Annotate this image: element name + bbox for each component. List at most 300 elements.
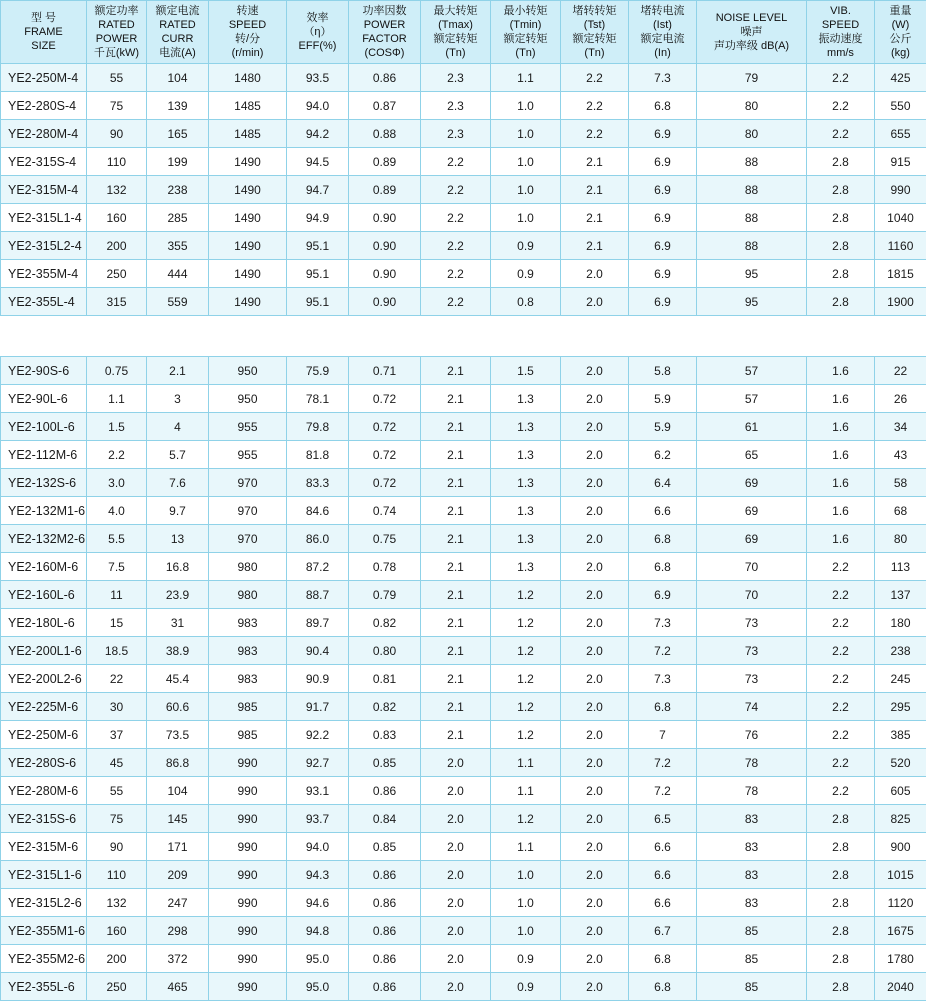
cell-eff: 94.9 [287,204,349,232]
column-header-line: (COSΦ) [350,46,419,60]
cell-ist: 6.7 [629,917,697,945]
cell-power: 200 [87,945,147,973]
cell-tmin: 0.9 [491,260,561,288]
cell-power: 7.5 [87,553,147,581]
table-row [1,973,926,1001]
cell-tst: 2.0 [561,553,629,581]
cell-current: 209 [147,861,209,889]
cell-weight: 180 [875,609,926,637]
cell-vib: 2.2 [807,609,875,637]
cell-vib: 2.2 [807,721,875,749]
cell-eff: 94.0 [287,92,349,120]
cell-model: YE2-132M2-6 [1,525,87,553]
cell-tmin: 1.0 [491,917,561,945]
cell-pf: 0.80 [349,637,421,665]
cell-pf: 0.85 [349,749,421,777]
cell-power: 5.5 [87,525,147,553]
cell-current: 16.8 [147,553,209,581]
cell-eff: 86.0 [287,525,349,553]
cell-vib: 2.8 [807,204,875,232]
cell-ist: 6.8 [629,945,697,973]
cell-noise: 85 [697,917,807,945]
cell-noise: 85 [697,973,807,1001]
cell-eff: 93.1 [287,777,349,805]
cell-tmax: 2.3 [421,120,491,148]
cell-model: YE2-160M-6 [1,553,87,581]
cell-noise: 76 [697,721,807,749]
cell-tst: 2.0 [561,385,629,413]
cell-ist: 6.6 [629,889,697,917]
cell-speed: 1485 [209,92,287,120]
table-row [1,176,926,204]
cell-model: YE2-315L2-6 [1,889,87,917]
cell-tst: 2.1 [561,204,629,232]
table-row [1,260,926,288]
cell-tst: 2.2 [561,92,629,120]
cell-current: 285 [147,204,209,232]
cell-pf: 0.86 [349,861,421,889]
cell-pf: 0.88 [349,120,421,148]
cell-eff: 95.0 [287,973,349,1001]
cell-current: 247 [147,889,209,917]
cell-vib: 2.2 [807,693,875,721]
cell-weight: 550 [875,92,926,120]
cell-power: 0.75 [87,357,147,385]
cell-eff: 84.6 [287,497,349,525]
cell-power: 110 [87,148,147,176]
cell-weight: 1160 [875,232,926,260]
cell-weight: 605 [875,777,926,805]
cell-model: YE2-355L-4 [1,288,87,316]
cell-tst: 2.0 [561,973,629,1001]
table-row [1,288,926,316]
cell-speed: 983 [209,609,287,637]
cell-model: YE2-280M-6 [1,777,87,805]
cell-noise: 78 [697,777,807,805]
cell-current: 355 [147,232,209,260]
cell-weight: 1780 [875,945,926,973]
cell-tmax: 2.2 [421,148,491,176]
cell-tst: 2.0 [561,805,629,833]
column-header-current [147,1,209,64]
cell-noise: 80 [697,92,807,120]
column-header-vib [807,1,875,64]
cell-speed: 1490 [209,204,287,232]
table-row [1,749,926,777]
cell-pf: 0.78 [349,553,421,581]
table-row [1,721,926,749]
cell-tst: 2.0 [561,833,629,861]
cell-model: YE2-132S-6 [1,469,87,497]
table-row [1,148,926,176]
cell-tst: 2.0 [561,441,629,469]
table-row [1,441,926,469]
cell-noise: 88 [697,148,807,176]
cell-eff: 89.7 [287,609,349,637]
column-header-line: NOISE LEVEL [698,11,805,25]
column-header-line: 额定转矩 [492,32,559,46]
cell-ist: 6.9 [629,232,697,260]
cell-ist: 5.9 [629,413,697,441]
cell-model: YE2-315M-6 [1,833,87,861]
cell-weight: 1040 [875,204,926,232]
cell-tst: 2.0 [561,861,629,889]
cell-power: 75 [87,805,147,833]
cell-pf: 0.72 [349,385,421,413]
cell-speed: 990 [209,805,287,833]
cell-noise: 88 [697,232,807,260]
cell-power: 37 [87,721,147,749]
cell-pf: 0.89 [349,148,421,176]
cell-tmin: 1.3 [491,469,561,497]
cell-vib: 1.6 [807,413,875,441]
cell-pf: 0.86 [349,777,421,805]
column-header-line: CURR [148,32,207,46]
cell-eff: 90.4 [287,637,349,665]
cell-model: YE2-250M-4 [1,64,87,92]
cell-ist: 6.8 [629,693,697,721]
column-header-line: 功率因数 [350,4,419,18]
cell-tmin: 0.9 [491,973,561,1001]
table-row [1,805,926,833]
cell-tmax: 2.1 [421,693,491,721]
column-header-line: (Tmax) [422,18,489,32]
cell-pf: 0.87 [349,92,421,120]
cell-speed: 983 [209,637,287,665]
column-header-line: 额定功率 [88,4,145,18]
cell-pf: 0.72 [349,441,421,469]
column-header-line: 电流(A) [148,46,207,60]
column-header-line: 重量 [876,4,925,18]
table-row [1,525,926,553]
cell-tmin: 1.2 [491,665,561,693]
cell-power: 11 [87,581,147,609]
cell-weight: 2040 [875,973,926,1001]
cell-tmax: 2.2 [421,204,491,232]
cell-speed: 1490 [209,232,287,260]
cell-tst: 2.0 [561,917,629,945]
cell-vib: 1.6 [807,441,875,469]
cell-tmax: 2.0 [421,777,491,805]
table-row [1,232,926,260]
column-header-line: 最大转矩 [422,4,489,18]
cell-power: 22 [87,665,147,693]
cell-eff: 94.3 [287,861,349,889]
cell-power: 160 [87,917,147,945]
column-header-line: (Tn) [492,46,559,60]
column-header-line: 额定电流 [148,4,207,18]
cell-model: YE2-225M-6 [1,693,87,721]
cell-speed: 985 [209,693,287,721]
column-header-line: 声功率级 dB(A) [698,39,805,53]
cell-noise: 70 [697,553,807,581]
cell-weight: 1900 [875,288,926,316]
cell-tst: 2.0 [561,357,629,385]
cell-noise: 83 [697,889,807,917]
column-header-line: RATED [148,18,207,32]
cell-current: 86.8 [147,749,209,777]
cell-tst: 2.0 [561,721,629,749]
table-row [1,357,926,385]
cell-model: YE2-315S-4 [1,148,87,176]
cell-ist: 6.9 [629,120,697,148]
cell-tmin: 1.3 [491,497,561,525]
cell-noise: 95 [697,260,807,288]
table-header [1,1,926,64]
cell-weight: 68 [875,497,926,525]
cell-current: 171 [147,833,209,861]
cell-model: YE2-315L1-6 [1,861,87,889]
cell-tmax: 2.1 [421,385,491,413]
cell-speed: 1490 [209,148,287,176]
cell-eff: 95.1 [287,288,349,316]
cell-current: 13 [147,525,209,553]
cell-vib: 2.8 [807,917,875,945]
cell-vib: 2.2 [807,581,875,609]
table-row [1,637,926,665]
column-header-line: RATED [88,18,145,32]
cell-tmin: 1.2 [491,637,561,665]
cell-tmin: 1.1 [491,64,561,92]
column-header-line: 额定转矩 [422,32,489,46]
cell-eff: 75.9 [287,357,349,385]
cell-speed: 950 [209,357,287,385]
cell-power: 3.0 [87,469,147,497]
cell-ist: 7.2 [629,637,697,665]
cell-eff: 88.7 [287,581,349,609]
cell-noise: 57 [697,385,807,413]
cell-weight: 1015 [875,861,926,889]
cell-pf: 0.83 [349,721,421,749]
cell-power: 110 [87,861,147,889]
cell-tmin: 1.3 [491,553,561,581]
cell-model: YE2-180L-6 [1,609,87,637]
table-row [1,385,926,413]
cell-current: 45.4 [147,665,209,693]
cell-pf: 0.90 [349,288,421,316]
cell-noise: 88 [697,204,807,232]
cell-tmin: 1.0 [491,92,561,120]
cell-tmin: 1.2 [491,581,561,609]
cell-speed: 980 [209,581,287,609]
column-header-line: 额定电流 [630,32,695,46]
column-header-line: 千瓦(kW) [88,46,145,60]
cell-tmax: 2.0 [421,833,491,861]
cell-tmin: 1.0 [491,861,561,889]
cell-noise: 95 [697,288,807,316]
cell-current: 145 [147,805,209,833]
column-header-line: (kg) [876,46,925,60]
cell-model: YE2-280S-6 [1,749,87,777]
cell-weight: 655 [875,120,926,148]
cell-pf: 0.72 [349,413,421,441]
column-header-line: 振动速度 [808,32,873,46]
column-header-tst [561,1,629,64]
cell-vib: 2.8 [807,260,875,288]
cell-ist: 6.9 [629,260,697,288]
column-header-line: FACTOR [350,32,419,46]
table-body-4-pole [1,64,926,316]
cell-pf: 0.84 [349,805,421,833]
column-header-line: (W) [876,18,925,32]
cell-vib: 1.6 [807,385,875,413]
cell-tmax: 2.0 [421,749,491,777]
spec-table-4-pole [0,0,926,316]
cell-tmax: 2.2 [421,176,491,204]
cell-model: YE2-250M-6 [1,721,87,749]
cell-model: YE2-355L-6 [1,973,87,1001]
cell-tmin: 1.0 [491,148,561,176]
cell-tmax: 2.1 [421,721,491,749]
cell-speed: 990 [209,917,287,945]
cell-model: YE2-90L-6 [1,385,87,413]
cell-speed: 983 [209,665,287,693]
column-header-line: (In) [630,46,695,60]
cell-tmin: 1.2 [491,721,561,749]
cell-current: 31 [147,609,209,637]
cell-speed: 990 [209,889,287,917]
cell-vib: 2.2 [807,92,875,120]
cell-power: 18.5 [87,637,147,665]
cell-ist: 6.8 [629,973,697,1001]
cell-power: 2.2 [87,441,147,469]
cell-noise: 83 [697,833,807,861]
cell-weight: 915 [875,148,926,176]
cell-noise: 85 [697,945,807,973]
cell-pf: 0.90 [349,204,421,232]
cell-ist: 6.9 [629,581,697,609]
cell-tmax: 2.1 [421,469,491,497]
cell-tst: 2.0 [561,665,629,693]
column-header-line: FRAME [2,25,85,39]
cell-pf: 0.89 [349,176,421,204]
cell-weight: 22 [875,357,926,385]
cell-power: 90 [87,120,147,148]
cell-noise: 78 [697,749,807,777]
column-header-line: VIB. [808,4,873,18]
cell-power: 90 [87,833,147,861]
cell-tst: 2.1 [561,148,629,176]
table-row [1,777,926,805]
cell-tst: 2.0 [561,693,629,721]
cell-tmin: 0.9 [491,945,561,973]
cell-pf: 0.86 [349,917,421,945]
cell-pf: 0.86 [349,889,421,917]
cell-model: YE2-280M-4 [1,120,87,148]
cell-speed: 955 [209,441,287,469]
cell-tmax: 2.2 [421,232,491,260]
cell-model: YE2-200L2-6 [1,665,87,693]
cell-ist: 6.8 [629,92,697,120]
cell-tmax: 2.1 [421,553,491,581]
cell-current: 73.5 [147,721,209,749]
cell-model: YE2-112M-6 [1,441,87,469]
column-header-line: (Ist) [630,18,695,32]
cell-weight: 43 [875,441,926,469]
cell-noise: 83 [697,805,807,833]
cell-ist: 6.9 [629,204,697,232]
cell-tmax: 2.1 [421,497,491,525]
table-gap-divider [0,316,926,356]
cell-tmin: 1.3 [491,525,561,553]
cell-tmax: 2.1 [421,357,491,385]
table-row [1,204,926,232]
cell-vib: 2.2 [807,553,875,581]
column-header-line: POWER [88,32,145,46]
column-header-line: (Tn) [422,46,489,60]
cell-weight: 238 [875,637,926,665]
cell-tmin: 1.2 [491,805,561,833]
cell-current: 38.9 [147,637,209,665]
cell-eff: 94.6 [287,889,349,917]
cell-speed: 990 [209,749,287,777]
cell-ist: 6.6 [629,861,697,889]
cell-weight: 1120 [875,889,926,917]
cell-eff: 79.8 [287,413,349,441]
column-header-line: (Tmin) [492,18,559,32]
cell-power: 75 [87,92,147,120]
cell-current: 165 [147,120,209,148]
cell-noise: 70 [697,581,807,609]
cell-speed: 990 [209,861,287,889]
table-body-6-pole [1,357,926,1001]
cell-speed: 1490 [209,260,287,288]
table-row [1,861,926,889]
cell-speed: 970 [209,469,287,497]
column-header-line: SIZE [2,39,85,53]
table-row [1,581,926,609]
cell-pf: 0.79 [349,581,421,609]
cell-ist: 7.3 [629,64,697,92]
cell-model: YE2-160L-6 [1,581,87,609]
cell-vib: 1.6 [807,357,875,385]
cell-speed: 970 [209,525,287,553]
cell-tst: 2.2 [561,64,629,92]
cell-ist: 6.9 [629,148,697,176]
cell-current: 444 [147,260,209,288]
cell-vib: 2.8 [807,288,875,316]
cell-ist: 7.3 [629,609,697,637]
column-header-line: mm/s [808,46,873,60]
table-row [1,609,926,637]
cell-tmax: 2.0 [421,889,491,917]
table-row [1,120,926,148]
column-header-line: 噪声 [698,25,805,39]
cell-vib: 2.8 [807,805,875,833]
cell-tmin: 1.2 [491,609,561,637]
cell-noise: 69 [697,525,807,553]
cell-tst: 2.0 [561,288,629,316]
cell-current: 298 [147,917,209,945]
cell-model: YE2-355M2-6 [1,945,87,973]
cell-tmax: 2.0 [421,805,491,833]
cell-speed: 985 [209,721,287,749]
cell-pf: 0.86 [349,973,421,1001]
cell-tmax: 2.1 [421,665,491,693]
column-header-line: 转速 [210,4,285,18]
cell-tst: 2.0 [561,749,629,777]
cell-vib: 2.8 [807,232,875,260]
cell-tmin: 1.0 [491,176,561,204]
cell-noise: 57 [697,357,807,385]
cell-weight: 34 [875,413,926,441]
cell-tmin: 1.1 [491,777,561,805]
cell-noise: 73 [697,637,807,665]
column-header-line: SPEED [210,18,285,32]
cell-tmin: 1.1 [491,749,561,777]
cell-noise: 69 [697,497,807,525]
cell-vib: 1.6 [807,469,875,497]
